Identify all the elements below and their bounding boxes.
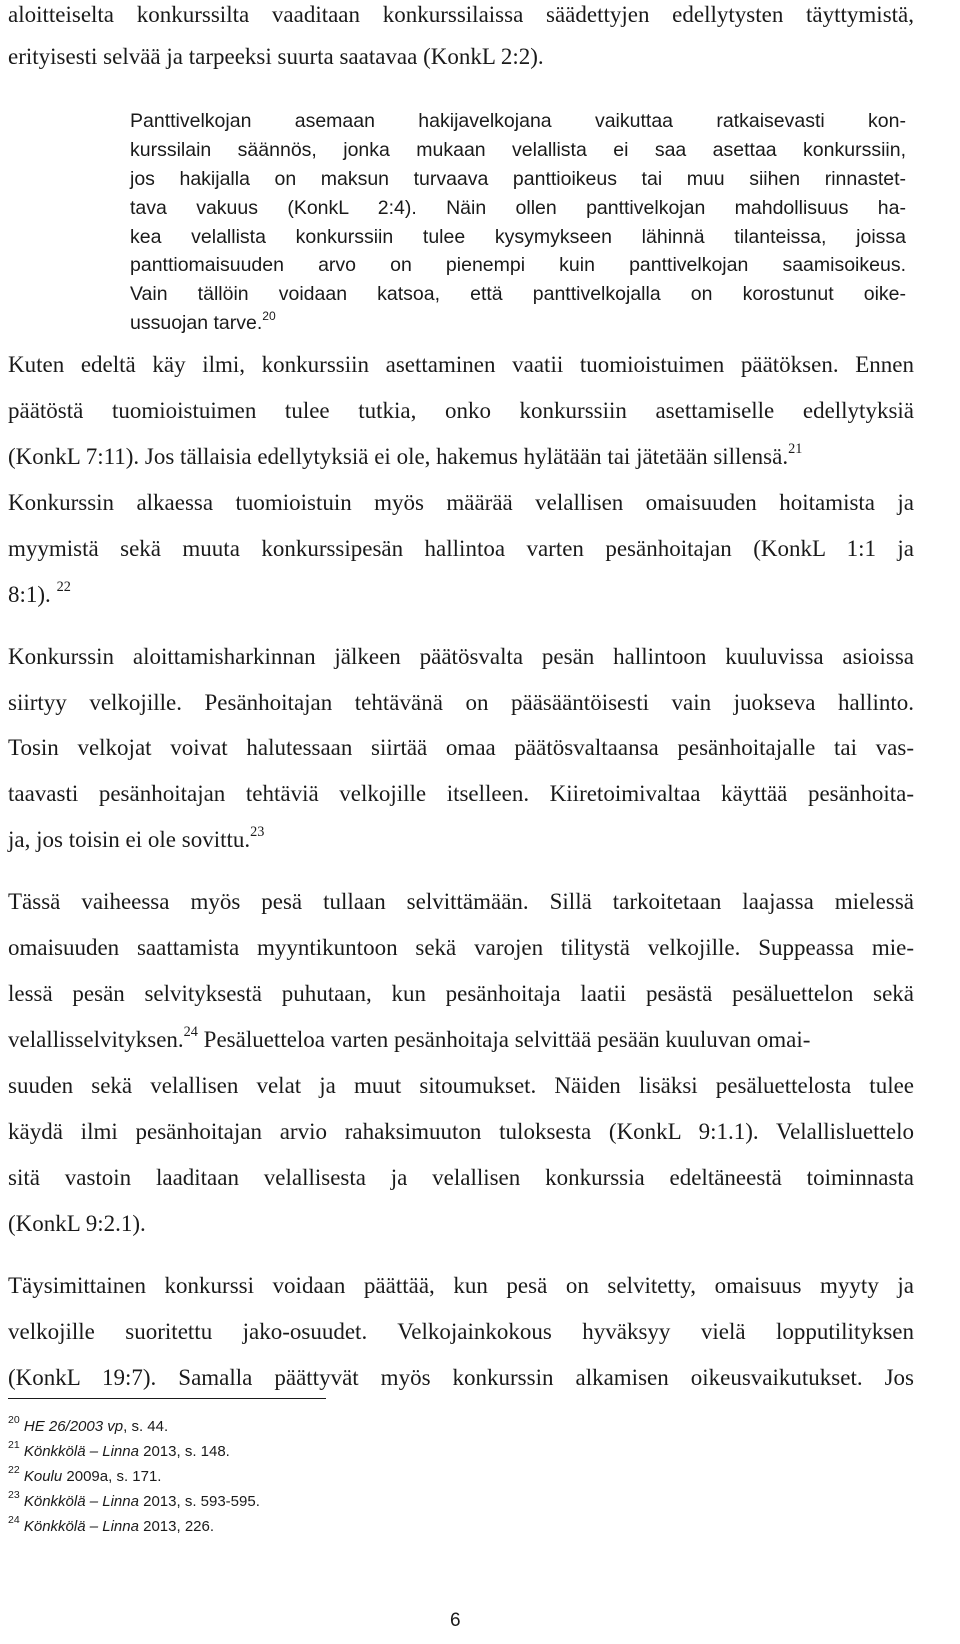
quote-line: Vain tällöin voidaan katsoa, että panttivelkojalla on korostunut oike- xyxy=(130,283,906,305)
footnote xyxy=(8,1439,230,1460)
footnote-ref[interactable]: 22 xyxy=(56,579,71,596)
footnote-text: 2013, s. 593-595. xyxy=(138,1493,260,1510)
body-text-line: päätöstä tuomioistuimen tulee tutkia, onko konkurssiin asettamiselle edellytyksiä xyxy=(8,398,914,423)
body-text-line: taavasti pesänhoitajan tehtäviä velkojille itselleen. Kiiretoimivaltaa käyttää pesänhoita- xyxy=(8,781,914,806)
footnote-ref[interactable]: 23 xyxy=(250,824,265,841)
body-text-line: Kuten edeltä käy ilmi, konkurssiin asettaminen vaatii tuomioistuimen päätöksen. Ennen xyxy=(8,352,914,377)
footnote-number: 22 xyxy=(8,1464,20,1477)
body-text-line: siirtyy velkojille. Pesänhoitajan tehtävänä on pääsääntöisesti vain juokseva hallinto. xyxy=(8,690,914,715)
footnote-text: 2009a, s. 171. xyxy=(62,1468,162,1485)
quote-line: panttiomaisuuden arvo on pienempi kuin panttivelkojan saamisoikeus. xyxy=(130,254,906,276)
quote-line-text: ussuojan tarve. xyxy=(130,312,263,334)
body-text-line: aloitteiselta konkurssilta vaaditaan konkurssilaissa säädettyjen edellytysten täyttymistä, xyxy=(8,2,914,27)
footnote xyxy=(8,1489,260,1510)
quote-line: tava vakuus (KonkL 2:4). Näin ollen panttivelkojan mahdollisuus ha- xyxy=(130,197,906,219)
quote-line: jos hakijalla on maksun turvaava panttioikeus tai muu siihen rinnastet- xyxy=(130,168,906,190)
body-text-line: (KonkL 9:2.1). xyxy=(8,1211,146,1236)
footnote-ref[interactable]: 24 xyxy=(183,1024,198,1041)
body-text-line xyxy=(8,824,265,853)
body-text-line: Täysimittainen konkurssi voidaan päättää, kun pesä on selvitetty, omaisuus myyty ja xyxy=(8,1273,914,1298)
quote-line: kea velallista konkurssiin tulee kysymykseen lähinnä tilanteissa, joissa xyxy=(130,226,906,248)
footnote-text: 2013, 226. xyxy=(138,1518,215,1535)
footnote-text: , s. 44. xyxy=(123,1418,169,1435)
footnote-source: Koulu xyxy=(23,1468,63,1485)
body-text-line xyxy=(8,579,71,608)
body-text-line xyxy=(8,1024,811,1053)
body-text-line: Tässä vaiheessa myös pesä tullaan selvittämään. Sillä tarkoitetaan laajassa mielessä xyxy=(8,889,914,914)
body-text-line: myymistä sekä muuta konkurssipesän hallintoa varten pesänhoitajan (KonkL 1:1 ja xyxy=(8,536,914,561)
footnote-source: Könkkölä – Linna xyxy=(23,1493,139,1510)
footnote-source: Könkkölä – Linna xyxy=(23,1518,139,1535)
footnote xyxy=(8,1464,162,1485)
footnote-number: 21 xyxy=(8,1439,20,1452)
body-text-line: lessä pesän selvityksestä puhutaan, kun pesänhoitaja laatii pesästä pesäluettelon sekä xyxy=(8,981,914,1006)
body-text: Pesäluetteloa varten pesänhoitaja selvittää pesään kuuluvan omai- xyxy=(197,1027,811,1052)
body-text-line: suuden sekä velallisen velat ja muut sitoumukset. Näiden lisäksi pesäluettelosta tulee xyxy=(8,1073,914,1098)
body-text: 8:1). xyxy=(8,582,51,607)
body-text: (KonkL 7:11). Jos tällaisia edellytyksiä ei ole, hakemus hylätään tai jätetään sillensä. xyxy=(8,444,789,469)
body-text-line xyxy=(8,441,803,470)
body-text-line: Konkurssin aloittamisharkinnan jälkeen päätösvalta pesän hallintoon kuuluvissa asioissa xyxy=(8,644,914,669)
body-text-line: Tosin velkojat voivat halutessaan siirtää omaa päätösvaltaansa pesänhoitajalle tai vas- xyxy=(8,735,914,760)
body-text-line: Konkurssin alkaessa tuomioistuin myös määrää velallisen omaisuuden hoitamista ja xyxy=(8,490,914,515)
page-number: 6 xyxy=(450,1610,461,1631)
footnote xyxy=(8,1414,169,1435)
body-text-line: sitä vastoin laaditaan velallisesta ja velallisen konkurssia edeltäneestä toiminnasta xyxy=(8,1165,914,1190)
footnote-source: Könkkölä – Linna xyxy=(23,1443,139,1460)
quote-line: Panttivelkojan asemaan hakijavelkojana vaikuttaa ratkaisevasti kon- xyxy=(130,110,906,132)
footnote xyxy=(8,1514,215,1535)
footnote-number: 20 xyxy=(8,1414,20,1427)
body-text-line: velkojille suoritettu jako-osuudet. Velkojainkokous hyväksyy vielä lopputilityksen xyxy=(8,1319,914,1344)
footnote-ref[interactable]: 21 xyxy=(788,441,803,458)
footnote-source: HE 26/2003 vp xyxy=(23,1418,124,1435)
quote-line: kurssilain säännös, jonka mukaan velallista ei saa asettaa konkurssiin, xyxy=(130,139,906,161)
footnote-number: 23 xyxy=(8,1489,20,1502)
body-text-line: (KonkL 19:7). Samalla päättyvät myös konkurssin alkamisen oikeusvaikutukset. Jos xyxy=(8,1365,914,1390)
footnote-number: 24 xyxy=(8,1514,20,1527)
quote-line xyxy=(130,308,276,335)
body-text-line: käydä ilmi pesänhoitajan arvio rahaksimuuton tuloksesta (KonkL 9:1.1). Velallisluettelo xyxy=(8,1119,914,1144)
body-text: ja, jos toisin ei ole sovittu. xyxy=(8,827,251,852)
footnote-text: 2013, s. 148. xyxy=(138,1443,230,1460)
body-text: velallisselvityksen. xyxy=(8,1027,184,1052)
body-text-line: omaisuuden saattamista myyntikuntoon sekä varojen tilitystä velkojille. Suppeassa mie- xyxy=(8,935,914,960)
footnote-ref[interactable]: 20 xyxy=(262,308,276,323)
footnote-divider xyxy=(8,1398,326,1399)
body-text-line: erityisesti selvää ja tarpeeksi suurta saatavaa (KonkL 2:2). xyxy=(8,44,544,69)
